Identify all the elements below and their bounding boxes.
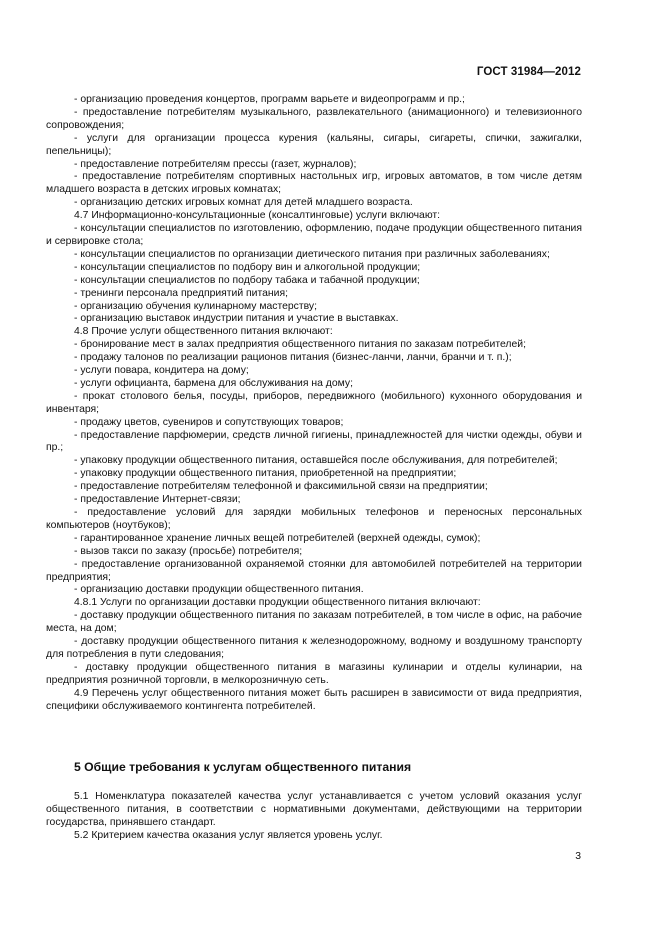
- page-number: 3: [575, 851, 581, 862]
- section-body: [46, 791, 582, 843]
- paragraph: - консультации специалистов по подбору вин и алкогольной продукции;: [74, 261, 421, 273]
- paragraph: - бронирование мест в залах предприятия общественного питания по заказам потребителей;: [74, 339, 526, 351]
- paragraph: 5.1 Номенклатура показателей качества услуг устанавливается с учетом условий оказания услуг общественного питания, в соответствии с нормативными документами, действующими на территории государства, принявшего стандарт.: [46, 791, 582, 828]
- paragraph: - услуги повара, кондитера на дому;: [74, 365, 249, 377]
- paragraph: - предоставление потребителям прессы (газет, журналов);: [74, 158, 357, 170]
- paragraph: - консультации специалистов по подбору табака и табачной продукции;: [74, 274, 420, 286]
- paragraph: - предоставление потребителям музыкального, развлекательного (анимационного) и телевизионного сопровождения;: [46, 106, 582, 131]
- document-body: [46, 94, 582, 714]
- paragraph: - организацию доставки продукции общественного питания.: [74, 584, 364, 596]
- paragraph: - услуги для организации процесса курения (кальяны, сигары, сигареты, спички, зажигалки, пепельницы);: [46, 132, 582, 157]
- document-header-id: ГОСТ 31984—2012: [476, 66, 581, 78]
- paragraph: - организацию обучения кулинарному мастерству;: [74, 300, 318, 312]
- paragraph: - доставку продукции общественного питания в магазины кулинарии и отделы кулинарии, на предприятия розничной торговли, в мелкорозничную сеть.: [46, 661, 582, 686]
- paragraph: - организацию выставок индустрии питания и участие в выставках.: [74, 313, 399, 325]
- paragraph: 4.8.1 Услуги по организации доставки продукции общественного питания включают:: [74, 597, 481, 609]
- paragraph: 4.8 Прочие услуги общественного питания включают:: [74, 326, 333, 338]
- paragraph: - продажу цветов, сувениров и сопутствующих товаров;: [74, 416, 344, 428]
- paragraph: - тренинги персонала предприятий питания;: [74, 287, 288, 299]
- paragraph: - предоставление потребителям телефонной и факсимильной связи на предприятии;: [74, 481, 488, 493]
- paragraph: - вызов такси по заказу (просьбе) потребителя;: [74, 545, 303, 557]
- paragraph: - организацию проведения концертов, программ варьете и видеопрограмм и пр.;: [74, 94, 465, 105]
- paragraph: - предоставление потребителям спортивных настольных игр, игровых автоматов, в том числе детям младшего возраста в детских игровых комнатах;: [46, 171, 582, 196]
- paragraph: - организацию детских игровых комнат для детей младшего возраста.: [74, 197, 413, 209]
- paragraph: - доставку продукции общественного питания к железнодорожному, водному и воздушному транспорту для потребления в пути следования;: [46, 636, 582, 660]
- section-heading: 5 Общие требования к услугам общественного питания: [74, 760, 412, 774]
- paragraph: - консультации специалистов по изготовлению, оформлению, подаче продукции общественного питания и сервировке стола;: [46, 223, 582, 247]
- paragraph: - услуги официанта, бармена для обслуживания на дому;: [74, 377, 353, 389]
- paragraph: - продажу талонов по реализации рационов питания (бизнес-ланчи, ланчи, бранчи и т. п.);: [74, 352, 512, 364]
- paragraph: - предоставление Интернет-связи;: [74, 494, 241, 506]
- paragraph: - упаковку продукции общественного питания, приобретенной на предприятии;: [74, 468, 457, 480]
- paragraph: - предоставление парфюмерии, средств личной гигиены, принадлежностей для чистки одежды, обуви и пр.;: [46, 429, 582, 454]
- paragraph: 4.7 Информационно-консультационные (консалтинговые) услуги включают:: [74, 210, 441, 222]
- paragraph: 4.9 Перечень услуг общественного питания может быть расширен в зависимости от вида предприятия, специфики обслуживаемого контингента потребителей.: [46, 687, 582, 712]
- paragraph: - гарантированное хранение личных вещей потребителей (верхней одежды, сумок);: [74, 532, 481, 544]
- paragraph: - предоставление условий для зарядки мобильных телефонов и переносных персональных компьютеров (ноутбуков);: [46, 507, 582, 531]
- paragraph: 5.2 Критерием качества оказания услуг является уровень услуг.: [74, 829, 383, 841]
- paragraph: - прокат столового белья, посуды, приборов, передвижного (мобильного) кухонного оборудования и инвентаря;: [46, 390, 582, 415]
- paragraph: - упаковку продукции общественного питания, оставшейся после обслуживания, для потребителей;: [74, 455, 558, 467]
- paragraph: - доставку продукции общественного питания по заказам потребителей, в том числе в офис, на рабочие места, на дом;: [46, 610, 582, 635]
- paragraph: - консультации специалистов по организации диетического питания при различных заболеваниях;: [74, 248, 550, 260]
- paragraph: - предоставление организованной охраняемой стоянки для автомобилей потребителей на территории предприятия;: [46, 558, 582, 583]
